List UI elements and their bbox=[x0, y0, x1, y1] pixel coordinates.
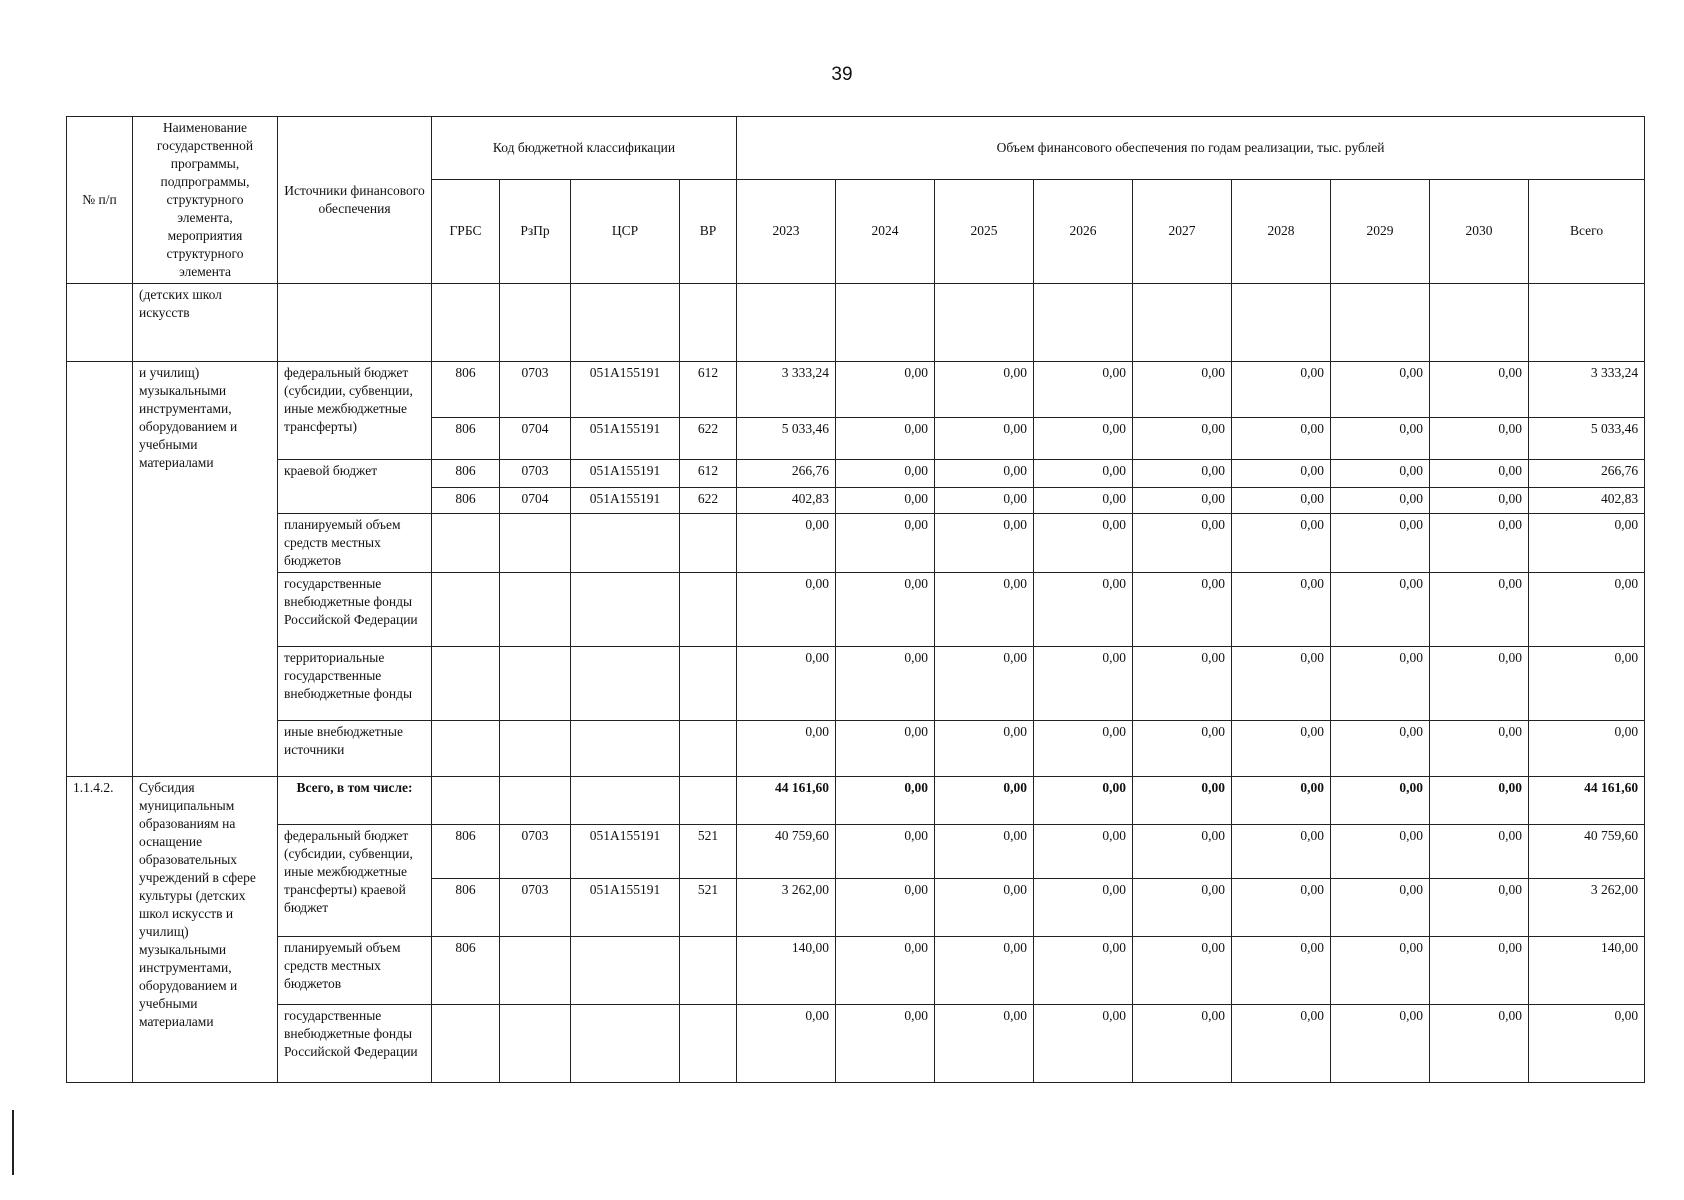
value-cell: 0,00 bbox=[836, 573, 935, 647]
total-cell: 0,00 bbox=[1529, 573, 1645, 647]
total-cell: 266,76 bbox=[1529, 460, 1645, 488]
header-name: Наименование государственной программы, подпрограммы, структурного элемента, мероприятия структурного элемента bbox=[133, 117, 278, 284]
value-cell: 0,00 bbox=[1430, 1005, 1529, 1083]
value-cell: 0,00 bbox=[737, 1005, 836, 1083]
source-other: иные внебюджетные источники bbox=[278, 721, 432, 777]
value-cell: 0,00 bbox=[836, 825, 935, 879]
total-cell: 402,83 bbox=[1529, 488, 1645, 514]
value-cell: 0,00 bbox=[1232, 418, 1331, 460]
source-krai: краевой бюджет bbox=[284, 882, 406, 915]
value-cell: 402,83 bbox=[737, 488, 836, 514]
value-cell: 0,00 bbox=[1430, 418, 1529, 460]
value-cell: 0,00 bbox=[935, 937, 1034, 1005]
value-cell: 0,00 bbox=[935, 647, 1034, 721]
budget-table bbox=[66, 116, 1645, 1083]
value-cell: 0,00 bbox=[737, 647, 836, 721]
header-year: 2023 bbox=[737, 179, 836, 283]
value-cell: 0,00 bbox=[1232, 460, 1331, 488]
value-cell: 0,00 bbox=[1232, 488, 1331, 514]
value-cell: 0,00 bbox=[1232, 879, 1331, 937]
total-cell: 0,00 bbox=[1529, 647, 1645, 721]
margin-mark bbox=[12, 1110, 14, 1175]
total-cell: 140,00 bbox=[1529, 937, 1645, 1005]
total-cell: 44 161,60 bbox=[1529, 777, 1645, 825]
source-funds: государственные внебюджетные фонды Российской Федерации bbox=[278, 573, 432, 647]
csr-cell: 051A155191 bbox=[571, 362, 680, 418]
value-cell: 0,00 bbox=[1133, 418, 1232, 460]
vr-cell: 622 bbox=[680, 418, 737, 460]
value-cell: 0,00 bbox=[836, 647, 935, 721]
value-cell: 0,00 bbox=[1430, 777, 1529, 825]
grbs-cell: 806 bbox=[432, 937, 500, 1005]
value-cell: 0,00 bbox=[836, 488, 935, 514]
value-cell: 0,00 bbox=[1232, 1005, 1331, 1083]
value-cell: 0,00 bbox=[1034, 460, 1133, 488]
value-cell: 0,00 bbox=[836, 460, 935, 488]
header-year: 2026 bbox=[1034, 179, 1133, 283]
source-local: планируемый объем средств местных бюджетов bbox=[278, 514, 432, 573]
value-cell: 0,00 bbox=[737, 573, 836, 647]
value-cell: 0,00 bbox=[935, 514, 1034, 573]
source-federal: федеральный бюджет (субсидии, субвенции, иные межбюджетные трансферты) bbox=[284, 828, 413, 897]
header-volume: Объем финансового обеспечения по годам реализации, тыс. рублей bbox=[737, 117, 1645, 180]
value-cell: 0,00 bbox=[935, 879, 1034, 937]
value-cell: 0,00 bbox=[1430, 721, 1529, 777]
value-cell: 0,00 bbox=[1232, 573, 1331, 647]
value-cell: 0,00 bbox=[1034, 1005, 1133, 1083]
grbs-cell: 806 bbox=[432, 362, 500, 418]
value-cell: 0,00 bbox=[1232, 514, 1331, 573]
value-cell: 0,00 bbox=[1331, 362, 1430, 418]
value-cell: 0,00 bbox=[836, 362, 935, 418]
header-year: 2030 bbox=[1430, 179, 1529, 283]
table-row bbox=[67, 777, 1645, 825]
value-cell: 0,00 bbox=[1232, 647, 1331, 721]
value-cell: 0,00 bbox=[1133, 1005, 1232, 1083]
item-name: и училищ) музыкальными инструментами, оборудованием и учебными материалами bbox=[133, 362, 278, 777]
header-grbs: ГРБС bbox=[432, 179, 500, 283]
value-cell: 0,00 bbox=[935, 573, 1034, 647]
grbs-cell: 806 bbox=[432, 488, 500, 514]
table-row bbox=[67, 514, 1645, 573]
value-cell: 0,00 bbox=[1430, 937, 1529, 1005]
value-cell: 0,00 bbox=[737, 721, 836, 777]
table-row bbox=[67, 647, 1645, 721]
value-cell: 0,00 bbox=[1133, 937, 1232, 1005]
vr-cell: 612 bbox=[680, 362, 737, 418]
value-cell: 3 262,00 bbox=[737, 879, 836, 937]
value-cell: 0,00 bbox=[1034, 879, 1133, 937]
source-local: планируемый объем средств местных бюджетов bbox=[278, 937, 432, 1005]
value-cell: 0,00 bbox=[935, 460, 1034, 488]
value-cell: 0,00 bbox=[1133, 362, 1232, 418]
table-row bbox=[67, 937, 1645, 1005]
value-cell: 0,00 bbox=[1331, 647, 1430, 721]
table-row bbox=[67, 460, 1645, 488]
table-row bbox=[67, 825, 1645, 879]
value-cell: 0,00 bbox=[1430, 488, 1529, 514]
value-cell: 0,00 bbox=[1331, 573, 1430, 647]
csr-cell: 051A155191 bbox=[571, 460, 680, 488]
rzpr-cell: 0704 bbox=[500, 418, 571, 460]
total-cell: 5 033,46 bbox=[1529, 418, 1645, 460]
value-cell: 0,00 bbox=[1133, 514, 1232, 573]
header-source: Источники финансового обеспечения bbox=[278, 117, 432, 284]
value-cell: 0,00 bbox=[1133, 647, 1232, 721]
value-cell: 0,00 bbox=[1133, 879, 1232, 937]
value-cell: 0,00 bbox=[1331, 721, 1430, 777]
value-cell: 0,00 bbox=[1034, 777, 1133, 825]
value-cell: 0,00 bbox=[1232, 362, 1331, 418]
value-cell: 0,00 bbox=[836, 418, 935, 460]
value-cell: 0,00 bbox=[836, 1005, 935, 1083]
csr-cell: 051A155191 bbox=[571, 418, 680, 460]
value-cell: 0,00 bbox=[1331, 488, 1430, 514]
rzpr-cell: 0703 bbox=[500, 825, 571, 879]
value-cell: 0,00 bbox=[935, 777, 1034, 825]
source-krai: краевой бюджет bbox=[278, 460, 432, 514]
value-cell: 0,00 bbox=[1331, 879, 1430, 937]
total-cell: 3 262,00 bbox=[1529, 879, 1645, 937]
total-cell: 3 333,24 bbox=[1529, 362, 1645, 418]
grbs-cell: 806 bbox=[432, 879, 500, 937]
value-cell: 0,00 bbox=[1331, 460, 1430, 488]
vr-cell: 521 bbox=[680, 879, 737, 937]
value-cell: 0,00 bbox=[1331, 825, 1430, 879]
value-cell: 44 161,60 bbox=[737, 777, 836, 825]
value-cell: 0,00 bbox=[1232, 825, 1331, 879]
value-cell: 0,00 bbox=[935, 721, 1034, 777]
grbs-cell: 806 bbox=[432, 418, 500, 460]
source-funds: государственные внебюджетные фонды Российской Федерации bbox=[278, 1005, 432, 1083]
value-cell: 0,00 bbox=[836, 937, 935, 1005]
header-year: 2028 bbox=[1232, 179, 1331, 283]
value-cell: 0,00 bbox=[1133, 721, 1232, 777]
vr-cell: 612 bbox=[680, 460, 737, 488]
source-territorial: территориальные государственные внебюджетные фонды bbox=[278, 647, 432, 721]
value-cell: 0,00 bbox=[1133, 777, 1232, 825]
header-rzpr: РзПр bbox=[500, 179, 571, 283]
item-num: 1.1.4.2. bbox=[67, 777, 133, 1083]
table-row bbox=[67, 573, 1645, 647]
value-cell: 0,00 bbox=[1034, 647, 1133, 721]
value-cell: 0,00 bbox=[1034, 362, 1133, 418]
value-cell: 0,00 bbox=[1430, 460, 1529, 488]
vr-cell: 521 bbox=[680, 825, 737, 879]
value-cell: 0,00 bbox=[1034, 418, 1133, 460]
value-cell: 0,00 bbox=[1034, 721, 1133, 777]
value-cell: 0,00 bbox=[1034, 514, 1133, 573]
value-cell: 0,00 bbox=[1430, 879, 1529, 937]
value-cell: 0,00 bbox=[935, 362, 1034, 418]
value-cell: 0,00 bbox=[1034, 825, 1133, 879]
value-cell: 0,00 bbox=[1034, 573, 1133, 647]
value-cell: 0,00 bbox=[1133, 573, 1232, 647]
source-federal: федеральный бюджет (субсидии, субвенции, иные межбюджетные трансферты) bbox=[278, 362, 432, 460]
value-cell: 0,00 bbox=[935, 825, 1034, 879]
rzpr-cell: 0703 bbox=[500, 879, 571, 937]
header-year: 2025 bbox=[935, 179, 1034, 283]
header-year: 2027 bbox=[1133, 179, 1232, 283]
value-cell: 0,00 bbox=[1232, 777, 1331, 825]
table-row bbox=[67, 1005, 1645, 1083]
value-cell: 0,00 bbox=[1331, 514, 1430, 573]
source-total: Всего, в том числе: bbox=[278, 777, 432, 825]
value-cell: 0,00 bbox=[1232, 937, 1331, 1005]
value-cell: 0,00 bbox=[1232, 721, 1331, 777]
value-cell: 0,00 bbox=[1430, 362, 1529, 418]
value-cell: 0,00 bbox=[737, 514, 836, 573]
value-cell: 0,00 bbox=[1331, 418, 1430, 460]
value-cell: 0,00 bbox=[1430, 825, 1529, 879]
item-name-cont: (детских школ искусств bbox=[133, 284, 278, 362]
table-row bbox=[67, 284, 1645, 362]
value-cell: 0,00 bbox=[836, 514, 935, 573]
table-row bbox=[67, 721, 1645, 777]
page-number: 39 bbox=[831, 64, 853, 85]
value-cell: 0,00 bbox=[1331, 777, 1430, 825]
value-cell: 0,00 bbox=[836, 879, 935, 937]
value-cell: 0,00 bbox=[1430, 573, 1529, 647]
value-cell: 0,00 bbox=[836, 777, 935, 825]
value-cell: 0,00 bbox=[1430, 647, 1529, 721]
header-row-1 bbox=[67, 117, 1645, 180]
header-year: 2029 bbox=[1331, 179, 1430, 283]
source-federal-krai bbox=[278, 825, 432, 937]
item-name: Субсидия муниципальным образованиям на оснащение образовательных учреждений в сфере культуры (детских школ искусств и училищ) музыкальными инструментами, оборудованием и учебными материалами bbox=[133, 777, 278, 1083]
value-cell: 0,00 bbox=[1034, 488, 1133, 514]
value-cell: 3 333,24 bbox=[737, 362, 836, 418]
value-cell: 0,00 bbox=[1034, 937, 1133, 1005]
total-cell: 0,00 bbox=[1529, 514, 1645, 573]
total-cell: 0,00 bbox=[1529, 721, 1645, 777]
rzpr-cell: 0703 bbox=[500, 362, 571, 418]
value-cell: 40 759,60 bbox=[737, 825, 836, 879]
value-cell: 0,00 bbox=[1133, 460, 1232, 488]
value-cell: 0,00 bbox=[935, 418, 1034, 460]
total-cell: 0,00 bbox=[1529, 1005, 1645, 1083]
header-total: Всего bbox=[1529, 179, 1645, 283]
grbs-cell: 806 bbox=[432, 460, 500, 488]
grbs-cell: 806 bbox=[432, 825, 500, 879]
table-row bbox=[67, 362, 1645, 418]
header-kbk: Код бюджетной классификации bbox=[432, 117, 737, 180]
header-vr: ВР bbox=[680, 179, 737, 283]
value-cell: 0,00 bbox=[1331, 937, 1430, 1005]
value-cell: 140,00 bbox=[737, 937, 836, 1005]
rzpr-cell: 0703 bbox=[500, 460, 571, 488]
rzpr-cell: 0704 bbox=[500, 488, 571, 514]
value-cell: 0,00 bbox=[1331, 1005, 1430, 1083]
value-cell: 0,00 bbox=[935, 488, 1034, 514]
header-num: № п/п bbox=[67, 117, 133, 284]
header-year: 2024 bbox=[836, 179, 935, 283]
value-cell: 0,00 bbox=[1133, 825, 1232, 879]
value-cell: 266,76 bbox=[737, 460, 836, 488]
vr-cell: 622 bbox=[680, 488, 737, 514]
value-cell: 0,00 bbox=[935, 1005, 1034, 1083]
value-cell: 0,00 bbox=[1133, 488, 1232, 514]
csr-cell: 051A155191 bbox=[571, 488, 680, 514]
value-cell: 0,00 bbox=[836, 721, 935, 777]
header-csr: ЦСР bbox=[571, 179, 680, 283]
csr-cell: 051A155191 bbox=[571, 825, 680, 879]
value-cell: 0,00 bbox=[1430, 514, 1529, 573]
csr-cell: 051A155191 bbox=[571, 879, 680, 937]
total-cell: 40 759,60 bbox=[1529, 825, 1645, 879]
value-cell: 5 033,46 bbox=[737, 418, 836, 460]
